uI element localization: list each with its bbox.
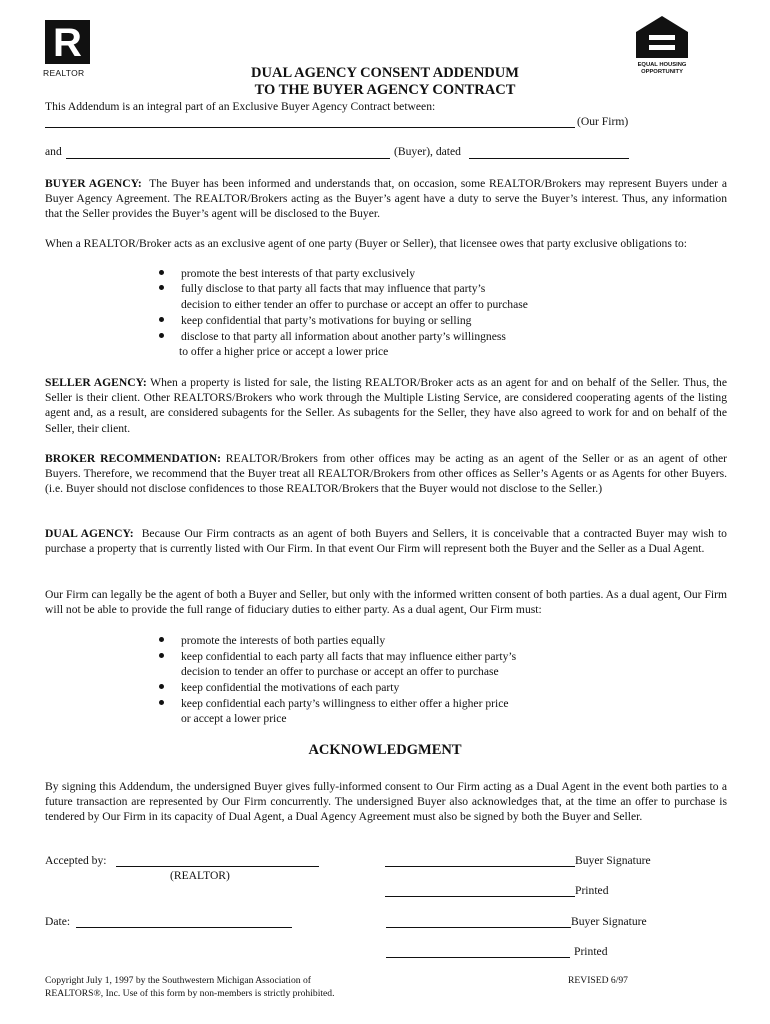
obligation-item: promote the best interests of that party exclusively [181,267,416,280]
date-field[interactable] [76,927,292,928]
duty-item: decision to tender an offer to purchase or accept an offer to purchase [181,665,499,678]
seller-agency-heading: SELLER AGENCY: [45,376,147,389]
bullet-icon [159,684,164,689]
realtor-label: (REALTOR) [170,869,230,882]
duty-item: keep confidential each party’s willingness to either offer a higher price [181,697,509,710]
broker-recommendation-body: REALTOR/Brokers from other offices may be acting as an agent of the Seller or as an agent of other Buyers. Therefore, we recommend that the Buyer treat all REALTOR/Brokers from other offices as Seller’s Agents or as Agents for other Buyers. (i.e. Buyer should not disclose confidences to those REALTOR/Brokers that the Buyer would not disclose to the Seller.) [45,452,727,496]
eho-text-2: OPPORTUNITY [641,69,683,75]
buyer-agency-heading: BUYER AGENCY: [45,177,142,190]
buyer-signature-label-2: Buyer Signature [571,915,647,928]
obligation-item: fully disclose to that party all facts that may influence that party’s [181,282,486,295]
dual-agency-paragraph [45,526,727,556]
printed-label-2: Printed [574,945,608,958]
accepted-by-field[interactable] [116,866,319,867]
buyer-signature-field-2[interactable] [386,927,571,928]
obligation-item: decision to either tender an offer to purchase or accept an offer to purchase [181,298,528,311]
intro-text: This Addendum is an integral part of an Exclusive Buyer Agency Contract between: [45,100,436,113]
exclusive-agent-paragraph: When a REALTOR/Broker acts as an exclusive agent of one party (Buyer or Seller), that licensee owes that party exclusive obligations to: [45,237,687,250]
document-title-line2: TO THE BUYER AGENCY CONTRACT [254,82,516,98]
acknowledgment-heading: ACKNOWLEDGMENT [308,742,462,758]
buyer-name-field[interactable] [66,158,390,159]
bullet-icon [159,270,164,275]
bullet-icon [159,317,164,322]
buyer-agency-body: The Buyer has been informed and understands that, on occasion, some REALTOR/Brokers may represent Buyers under a Buyer Agency Agreement. The REALTOR/Brokers acting as the Buyer’s agent have a duty to serve the Buyer’s interest. Thus, any information that the Seller provides the Buyer’s agent will be disclosed to the Buyer. [45,177,727,221]
printed-name-field[interactable] [385,896,575,897]
copyright-line-2: REALTORS®, Inc. Use of this form by non-members is strictly prohibited. [45,988,335,999]
buyer-signature-field[interactable] [385,866,575,867]
seller-agency-body: When a property is listed for sale, the listing REALTOR/Broker acts as an agent for and on behalf of the Seller. Thus, the Seller is their client. Other REALTORS/Brokers who work through the Multiple Listing Service, are considered cooperating agents of the listing agent and, as a result, are considered subagents for the Seller. As subagents for the Seller, they have also agreed to work for and on behalf of the Seller, their client. [45,376,727,435]
bullet-icon [159,637,164,642]
document-title-line1: DUAL AGENCY CONSENT ADDENDUM [251,65,519,81]
eho-text-1: EQUAL HOUSING [637,62,687,68]
printed-label: Printed [575,884,609,897]
dual-agency-body: Because Our Firm contracts as an agent of both Buyers and Sellers, it is conceivable that a contracted Buyer may wish to purchase a property that is currently listed with Our Firm. In that event Our Firm will represent both the Buyer and the Seller as a Dual Agent. [45,527,727,556]
copyright-line-1: Copyright July 1, 1997 by the Southwestern Michigan Association of [45,975,311,986]
buyer-signature-label: Buyer Signature [575,854,651,867]
house-icon [632,14,692,60]
realtor-logo-letter: R [53,21,82,65]
obligation-item: to offer a higher price or accept a lower price [179,345,389,358]
buyer-agency-paragraph [45,176,727,222]
bullet-icon [159,653,164,658]
duty-item: or accept a lower price [181,712,287,725]
bullet-icon [159,333,164,338]
firm-label: (Our Firm) [577,115,629,128]
buyer-dated-label: (Buyer), dated [394,145,461,158]
date-label: Date: [45,915,71,928]
dated-field[interactable] [469,158,629,159]
broker-recommendation-paragraph [45,451,727,497]
bullet-icon [159,285,164,290]
firm-name-field[interactable] [45,127,575,128]
bullet-icon [159,700,164,705]
acknowledgment-paragraph: By signing this Addendum, the undersigned Buyer gives fully-informed consent to Our Firm acting as a Dual Agent in the event both parties to a future transaction are represented by Our Firm concurrently. The undersigned Buyer also acknowledges that, at the time an offer to purchase is tendered by Our Firm in its capacity of Dual Agent, a Dual Agency Agreement must also be signed by both the Buyer and Seller. [45,780,727,824]
firm-legal-paragraph: Our Firm can legally be the agent of both a Buyer and Seller, but only with the informed written consent of both parties. As a dual agent, Our Firm will not be able to provide the full range of fiduciary duties to either party. As a dual agent, Our Firm must: [45,588,727,617]
and-label: and [45,145,62,158]
printed-name-field-2[interactable] [386,957,570,958]
realtor-logo-word: REALTOR [43,68,85,78]
duty-item: keep confidential the motivations of each party [181,681,400,694]
revised-label: REVISED 6/97 [568,975,628,986]
seller-agency-paragraph [45,375,727,436]
duty-item: promote the interests of both parties equally [181,634,386,647]
obligation-item: keep confidential that party’s motivations for buying or selling [181,314,472,327]
broker-recommendation-heading: BROKER RECOMMENDATION: [45,452,221,465]
duty-item: keep confidential to each party all facts that may influence either party’s [181,650,517,663]
obligation-item: disclose to that party all information about another party’s willingness [181,330,506,343]
dual-agency-heading: DUAL AGENCY: [45,527,134,540]
accepted-by-label: Accepted by: [45,854,107,867]
